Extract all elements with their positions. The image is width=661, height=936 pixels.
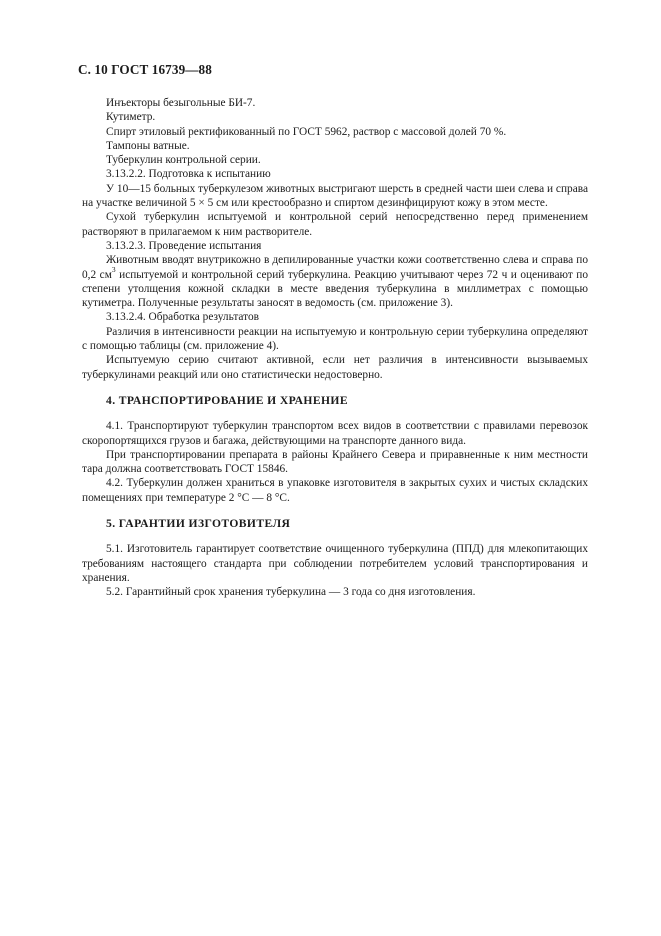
paragraph: Различия в интенсивности реакции на испытуемую и контрольную серии туберкулина определяют с помощью таблицы (см. приложение 4).	[82, 325, 588, 353]
subsection-heading: 3.13.2.2. Подготовка к испытанию	[106, 168, 271, 181]
paragraph: 5.1. Изготовитель гарантирует соответствие очищенного туберкулина (ППД) для млекопитающих требованиям настоящего стандарта при соблюдении потребителем условий транспортирования и хранения.	[82, 543, 588, 584]
injection-text-b: испытуемой и контрольной серий туберкулина. Реакцию учитывают через 72 ч и оценивают по степени утолщения кожной складки в месте введения туберкулина в миллиметрах с помощью кутиметра. Полученные результаты заносят в ведомость (см. приложение 3).	[82, 268, 588, 310]
paragraph: Сухой туберкулин испытуемой и контрольной серий непосредственно перед применением растворяют в прилагаемом к ним растворителе.	[82, 211, 588, 238]
paragraph: 4.2. Туберкулин должен храниться в упаковке изготовителя в закрытых сухих и чистых складских помещениях при температуре 2 °С — 8 °С.	[82, 477, 588, 504]
paragraph: Туберкулин контрольной серии.	[106, 154, 261, 167]
paragraph: Инъекторы безыгольные БИ-7.	[106, 97, 256, 109]
subsection-heading: 3.13.2.4. Обработка результатов	[106, 311, 260, 324]
page-header: С. 10 ГОСТ 16739—88	[78, 62, 212, 77]
paragraph: 5.2. Гарантийный срок хранения туберкулина — 3 года со дня изготовления.	[106, 586, 476, 599]
paragraph-injection	[82, 253, 588, 310]
paragraph: Спирт этиловый ректификованный по ГОСТ 5962, раствор с массовой долей 70 %.	[106, 125, 507, 138]
paragraph: При транспортировании препарата в районы Крайнего Севера и приравненные к ним местности тара должна соответствовать ГОСТ 15846.	[82, 448, 588, 476]
paragraph: Кутиметр.	[106, 111, 156, 124]
section-title-5: 5. ГАРАНТИИ ИЗГОТОВИТЕЛЯ	[106, 517, 291, 531]
paragraph: 4.1. Транспортируют туберкулин транспортом всех видов в соответствии с правилами перевозок скоропортящихся грузов и багажа, действующими на транспорте данного вида.	[82, 420, 588, 447]
document-body	[82, 96, 588, 600]
superscript: 3	[111, 264, 116, 274]
subsection-heading: 3.13.2.3. Проведение испытания	[106, 239, 262, 252]
section-title-4: 4. ТРАНСПОРТИРОВАНИЕ И ХРАНЕНИЕ	[106, 393, 348, 407]
injection-text-a: Животным вводят внутрикожно в депилированные участки кожи соответственно слева и справа по 0,2 см	[82, 254, 588, 281]
paragraph: Испытуемую серию считают активной, если нет различия в интенсивности вызываемых туберкулинами реакций или оно статистически недостоверно.	[82, 354, 588, 381]
paragraph: У 10—15 больных туберкулезом животных выстригают шерсть в средней части шеи слева и справа на участке величиной 5 × 5 см или крестообразно и спиртом дезинфицируют кожу в этом месте.	[82, 182, 588, 210]
paragraph: Тампоны ватные.	[106, 139, 190, 152]
